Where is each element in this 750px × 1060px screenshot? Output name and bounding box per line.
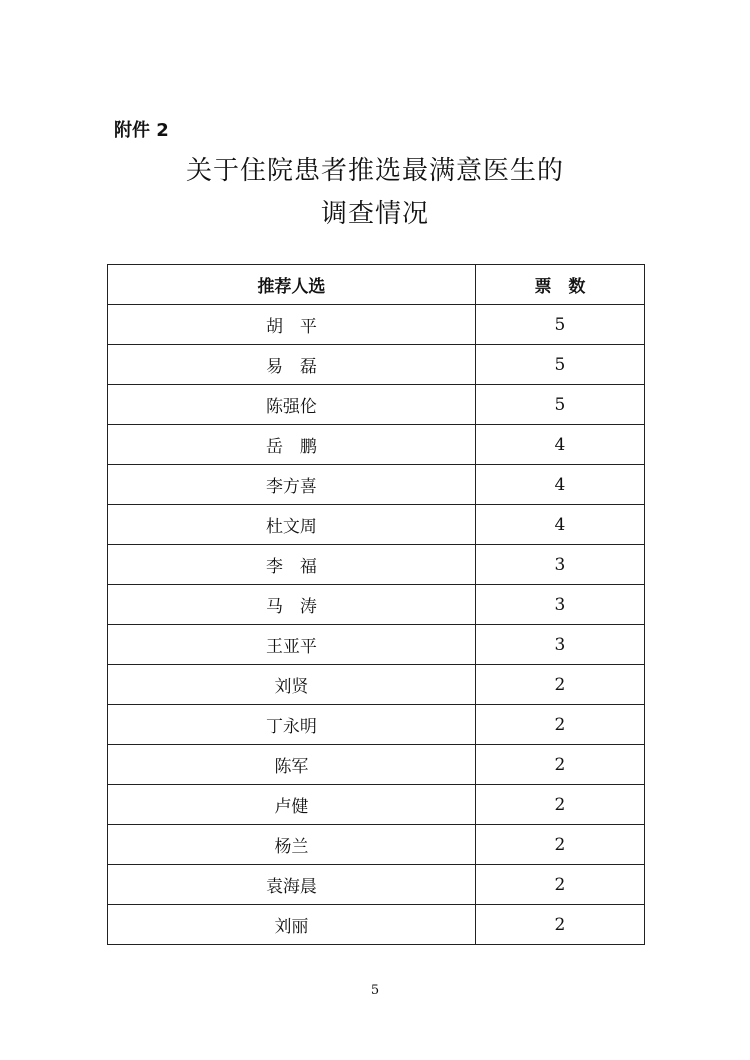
table-row: [108, 505, 645, 545]
table-row: [108, 385, 645, 425]
candidate-name: 袁海晨: [108, 865, 476, 905]
candidate-name: 刘丽: [108, 905, 476, 945]
candidate-name: 陈军: [108, 745, 476, 785]
candidate-name: 马 涛: [108, 585, 476, 625]
vote-count: 4: [475, 505, 644, 545]
table-row: [108, 305, 645, 345]
vote-count: 2: [475, 865, 644, 905]
table-row: [108, 465, 645, 505]
title-line-2: 调查情况: [320, 199, 429, 229]
table-row: [108, 825, 645, 865]
candidate-name: 李 福: [108, 545, 476, 585]
table-row: [108, 585, 645, 625]
vote-count: 2: [475, 905, 644, 945]
table-row: [108, 745, 645, 785]
header-votes: 票 数: [475, 265, 644, 305]
header-candidate: 推荐人选: [108, 265, 476, 305]
vote-count: 3: [475, 545, 644, 585]
candidate-name: 易 磊: [108, 345, 476, 385]
vote-count: 3: [475, 585, 644, 625]
candidate-name: 李方喜: [108, 465, 476, 505]
candidate-name: 岳 鹏: [108, 425, 476, 465]
table-row: [108, 665, 645, 705]
table-row: [108, 905, 645, 945]
vote-count: 4: [475, 465, 644, 505]
candidate-name: 杨兰: [108, 825, 476, 865]
vote-count: 3: [475, 625, 644, 665]
table-row: [108, 785, 645, 825]
vote-count: 4: [475, 425, 644, 465]
vote-table: [107, 264, 645, 945]
candidate-name: 陈强伦: [108, 385, 476, 425]
vote-count: 2: [475, 665, 644, 705]
candidate-name: 卢健: [108, 785, 476, 825]
table-row: [108, 545, 645, 585]
table-row: [108, 625, 645, 665]
table-row: [108, 705, 645, 745]
vote-count: 2: [475, 745, 644, 785]
candidate-name: 刘贤: [108, 665, 476, 705]
vote-count: 5: [475, 345, 644, 385]
candidate-name: 王亚平: [108, 625, 476, 665]
attachment-label: 附件 2: [114, 120, 169, 141]
vote-count: 5: [475, 385, 644, 425]
table-row: [108, 865, 645, 905]
page-number: 5: [370, 983, 380, 998]
table-row: [108, 345, 645, 385]
vote-count: 5: [475, 305, 644, 345]
candidate-name: 丁永明: [108, 705, 476, 745]
vote-count: 2: [475, 705, 644, 745]
candidate-name: 胡 平: [108, 305, 476, 345]
title-line-1: 关于住院患者推选最满意医生的: [185, 156, 564, 186]
vote-count: 2: [475, 825, 644, 865]
vote-count: 2: [475, 785, 644, 825]
table-header-row: [108, 265, 645, 305]
candidate-name: 杜文周: [108, 505, 476, 545]
table-row: [108, 425, 645, 465]
